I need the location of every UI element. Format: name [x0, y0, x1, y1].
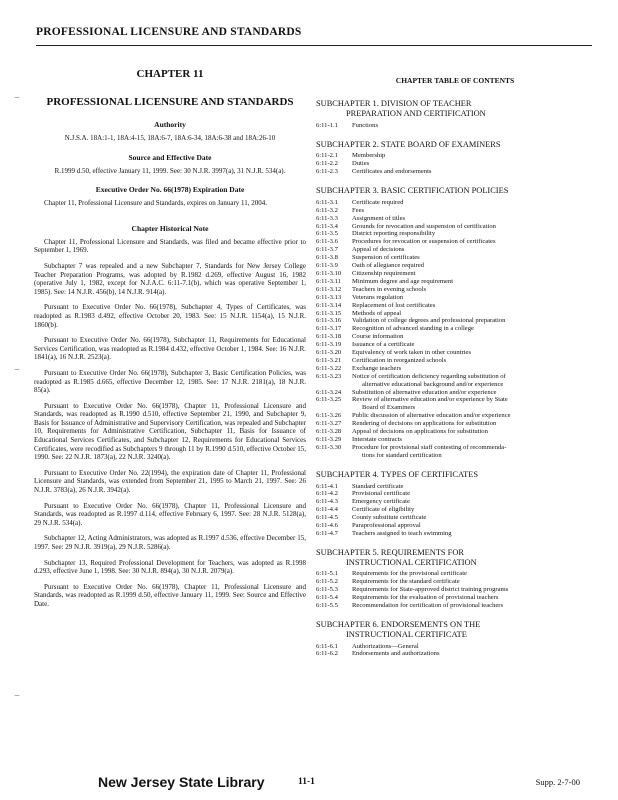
section-title: Recommendation for certification of provisional teachers	[352, 602, 504, 610]
section-entry	[316, 152, 594, 160]
supplement-date: Supp. 2-7-00	[535, 777, 580, 787]
section-entry	[316, 333, 594, 341]
section-title: Requirements for the evaluation of provisional teachers	[352, 594, 499, 602]
history-paragraph: Pursuant to Executive Order No. 66(1978), Chapter 11, Professional Licensure and Standards, was readopted as R.1990 d.510, effective September 21, 1990, and Subchapter 9, Basis for Issuance of Administrative and Supervisory Certification, was repealed and Subchapter 10, Requirements for Administrative Certification, Subchapter 11, Basis for Issuance of Educational Services Certificates, and Subchapter 12, Requirements for Educational Services Certificates, were recodified as Subchapters 9 through 11 by R.1990 d.510, effective October 15, 1990. See: 22 N.J.R. 1873(a), 22 N.J.R. 3240(a).	[34, 401, 306, 462]
subchapter-title-cont: INSTRUCTIONAL CERTIFICATION	[346, 557, 477, 567]
section-entry	[316, 215, 594, 223]
section-entry	[316, 238, 594, 246]
subchapter-heading	[316, 620, 594, 640]
section-title: Certificates and endorsements	[352, 168, 432, 176]
section-entry	[316, 270, 594, 278]
section-entry	[316, 254, 594, 262]
section-entry	[316, 436, 594, 444]
section-entry	[316, 389, 594, 397]
section-entry	[316, 373, 594, 389]
table-of-contents	[316, 99, 594, 658]
section-list	[316, 122, 594, 130]
section-entry	[316, 278, 594, 286]
section-list	[316, 199, 594, 460]
section-number: 6:11-3.22	[316, 364, 342, 372]
section-number: 6:11-2.3	[316, 168, 338, 176]
section-entry	[316, 294, 594, 302]
section-title: Methods of appeal	[352, 309, 402, 317]
section-entry	[316, 199, 594, 207]
section-title: Requirements for the standard certificate	[352, 578, 460, 586]
section-entry	[316, 207, 594, 215]
section-title: Paraprofessional approval	[352, 522, 421, 530]
section-entry	[316, 428, 594, 436]
section-title: Functions	[352, 121, 379, 129]
section-entry	[316, 420, 594, 428]
section-number: 6:11-3.3	[316, 214, 338, 222]
section-entry	[316, 160, 594, 168]
section-title: Issuance of a certificate	[352, 341, 415, 349]
section-title: Teachers in evening schools	[352, 285, 427, 293]
expiration-heading: Executive Order No. 66(1978) Expiration Date	[95, 185, 245, 195]
section-title: Standard certificate	[352, 482, 404, 490]
section-entry	[316, 530, 594, 538]
section-number: 6:11-4.6	[316, 522, 338, 530]
section-title: Emergency certificate	[352, 498, 410, 506]
section-entry	[316, 570, 594, 578]
section-number: 6:11-5.2	[316, 578, 338, 586]
section-number: 6:11-3.1	[316, 198, 338, 206]
chapter-label: CHAPTER 11	[136, 68, 204, 80]
section-title: Certificate of eligibility	[352, 506, 415, 514]
section-title: Procedures for revocation or suspension of certificates	[352, 238, 496, 246]
subchapter-title: SUBCHAPTER 1. DIVISION OF TEACHER	[316, 99, 472, 108]
section-entry	[316, 341, 594, 349]
section-title: Duties	[352, 160, 370, 168]
section-title: Validation of college degrees and professional preparation	[352, 317, 506, 325]
section-number: 6:11-3.29	[316, 436, 342, 443]
subchapter-title: SUBCHAPTER 6. ENDORSEMENTS ON THE	[316, 619, 481, 629]
section-entry	[316, 643, 594, 651]
authority-text: N.J.S.A. 18A:1-1, 18A:4-15, 18A:6-7, 18A:6-34, 18A:6-38 and 18A:26-10	[64, 134, 276, 142]
section-entry	[316, 522, 594, 530]
history-paragraph: Subchapter 7 was repealed and a new Subchapter 7, Standards for New Jersey College Teacher Preparation Programs, was adopted by R.1982 d.269, effective August 16, 1982 (operative July 1, 1982, except for N.J.A.C. 6:11-7.1(b), which was operative September 1, 1985). See: 14 N.J.R. 456(b), 14 N.J.R. 914(a).	[34, 261, 306, 296]
source-heading: Source and Effective Date	[128, 152, 212, 162]
section-entry	[316, 317, 594, 325]
section-number: 6:11-3.23	[316, 372, 342, 380]
section-number: 6:11-3.21	[316, 356, 342, 364]
section-title: Certification in reorganized schools	[352, 356, 447, 364]
section-number: 6:11-3.19	[316, 341, 342, 349]
section-title: Assignment of titles	[352, 214, 406, 222]
section-entry	[316, 325, 594, 333]
section-entry	[316, 230, 594, 238]
section-entry	[316, 444, 594, 460]
section-title: Citizenship requirement	[352, 269, 416, 277]
section-number: 6:11-3.7	[316, 246, 338, 254]
section-entry	[316, 357, 594, 365]
section-title: Notice of certification deficiency regarding substitution of alternative educational background and/or experience	[352, 372, 506, 388]
subchapter-title-cont: INSTRUCTIONAL CERTIFICATE	[346, 629, 467, 639]
section-entry	[316, 490, 594, 498]
left-column	[34, 62, 306, 616]
subchapter-title: SUBCHAPTER 5. REQUIREMENTS FOR	[316, 547, 464, 557]
section-entry	[316, 122, 594, 130]
section-entry	[316, 168, 594, 176]
section-entry	[316, 586, 594, 594]
history-paragraph: Pursuant to Executive Order No. 66(1978), Subchapter 4, Types of Certificates, was readopted as R.1983 d.492, effective October 20, 1983. See: 15 N.J.R. 1154(a), 15 N.J.R. 1860(b).	[34, 303, 306, 329]
section-number: 6:11-4.2	[316, 490, 338, 498]
section-number: 6:11-3.9	[316, 262, 338, 270]
history-paragraph: Subchapter 13, Required Professional Development for Teachers, was adopted as R.1998 d.293, effective June 1, 1998. See: 30 N.J.R. 894(a), 30 N.J.R. 2079(a).	[34, 558, 306, 576]
section-number: 6:11-3.20	[316, 349, 342, 357]
section-number: 6:11-3.10	[316, 269, 342, 277]
section-title: Exchange teachers	[352, 364, 402, 372]
history-paragraph: Pursuant to Executive Order No. 66(1978), Chapter 11, Professional Licensure and Standards, was readopted as R.1997 d.114, effective February 6, 1997. See: 28 N.J.R. 5128(a), 29 N.J.R. 534(a).	[34, 501, 306, 527]
section-title: District reporting responsibility	[352, 230, 436, 238]
section-number: 6:11-4.3	[316, 498, 338, 506]
section-entry	[316, 310, 594, 318]
subchapter-heading	[316, 186, 594, 196]
section-title: Interstate contracts	[352, 436, 402, 443]
history-paragraph: Chapter 11, Professional Licensure and Standards, was filed and became effective prior to September 1, 1969.	[34, 237, 306, 255]
section-entry	[316, 650, 594, 658]
section-number: 6:11-2.2	[316, 160, 338, 168]
section-number: 6:11-6.1	[316, 642, 338, 650]
section-title: Rendering of decisions on applications for substitution	[352, 420, 497, 428]
section-number: 6:11-3.30	[316, 443, 342, 451]
section-entry	[316, 246, 594, 254]
history-paragraph: Pursuant to Executive Order No. 66(1978), Subchapter 11, Requirements for Educational Services Certification, was readopted as R.1984 d.432, effective October 1, 1984. See: 16 N.J.R. 1841(a), 16 N.J.R. 2523(a).	[34, 336, 306, 362]
expiration-text: Chapter 11, Professional Licensure and Standards, expires on January 11, 2004.	[44, 199, 268, 208]
subchapter-heading	[316, 548, 594, 568]
section-number: 6:11-3.15	[316, 309, 342, 317]
subchapter-heading	[316, 140, 594, 150]
section-title: Requirements for State-approved district training programs	[352, 586, 509, 594]
subchapter-heading	[316, 470, 594, 480]
section-list	[316, 570, 594, 610]
section-number: 6:11-5.4	[316, 594, 338, 602]
right-column	[316, 62, 594, 668]
section-title: Teachers assigned to teach swimming	[352, 529, 452, 537]
history-heading: Chapter Historical Note	[131, 223, 209, 233]
history-notes	[34, 238, 306, 609]
section-list	[316, 152, 594, 176]
section-entry	[316, 594, 594, 602]
page-number: 11-1	[298, 777, 315, 787]
margin-mark: ⌣	[14, 690, 20, 700]
section-title: Appeal of decisions on applications for substitution	[352, 428, 488, 436]
section-number: 6:11-3.4	[316, 222, 338, 230]
source-text: R.1999 d.50, effective January 11, 1999. See: 30 N.J.R. 3997(a), 31 N.J.R. 534(a).	[54, 166, 286, 175]
section-number: 6:11-3.12	[316, 285, 342, 293]
section-entry	[316, 302, 594, 310]
subchapter-heading	[316, 99, 594, 119]
section-list	[316, 643, 594, 659]
margin-mark: ⌣	[14, 92, 20, 102]
section-title: Procedure for provisional staff contesting of recommenda- tions for standard certification	[352, 443, 507, 459]
chapter-title: PROFESSIONAL LICENSURE AND STANDARDS	[46, 96, 294, 108]
history-paragraph: Pursuant to Executive Order No. 66(1978), Subchapter 3, Basic Certification Policies, was readopted as R.1985 d.665, effective December 12, 1985. See: 17 N.J.R. 2181(a), 18 N.J.R. 85(a).	[34, 368, 306, 395]
section-entry	[316, 262, 594, 270]
section-number: 6:11-5.1	[316, 570, 338, 578]
section-title: Requirements for the provisional certificate	[352, 570, 467, 578]
margin-mark: ⌣	[14, 364, 20, 374]
running-head: PROFESSIONAL LICENSURE AND STANDARDS	[36, 26, 302, 38]
section-title: Substitution of alternative education and/or experience	[352, 388, 497, 396]
section-number: 6:11-3.16	[316, 317, 342, 325]
section-entry	[316, 483, 594, 491]
section-title: Oath of allegiance required	[352, 262, 424, 270]
subchapter-title-cont: PREPARATION AND CERTIFICATION	[346, 108, 486, 118]
toc-heading: CHAPTER TABLE OF CONTENTS	[395, 76, 515, 85]
subchapter-title: SUBCHAPTER 2. STATE BOARD OF EXAMINERS	[316, 139, 501, 149]
section-number: 6:11-3.6	[316, 238, 338, 246]
section-number: 6:11-4.7	[316, 529, 338, 537]
section-number: 6:11-5.5	[316, 602, 338, 610]
section-number: 6:11-3.2	[316, 206, 338, 214]
section-number: 6:11-3.28	[316, 428, 342, 436]
section-title: Public discussion of alternative education and/or experience	[352, 412, 511, 420]
section-number: 6:11-3.18	[316, 333, 342, 341]
header-rule	[36, 45, 592, 46]
section-number: 6:11-3.11	[316, 277, 341, 285]
section-number: 6:11-4.5	[316, 514, 338, 522]
page-footer	[0, 774, 618, 792]
section-title: Authorizations—General	[352, 642, 419, 650]
authority-heading: Authority	[154, 120, 186, 129]
section-entry	[316, 506, 594, 514]
section-title: Certificate required	[352, 198, 404, 206]
section-title: Equivalency of work taken in other countries	[352, 349, 472, 357]
section-number: 6:11-3.8	[316, 254, 338, 262]
section-entry	[316, 349, 594, 357]
section-list	[316, 483, 594, 538]
section-title: Minimum degree and age requirement	[352, 277, 454, 285]
section-title: Appeal of decisions	[352, 246, 405, 254]
section-number: 6:11-3.5	[316, 230, 338, 238]
section-number: 6:11-3.24	[316, 388, 342, 396]
section-entry	[316, 412, 594, 420]
section-entry	[316, 578, 594, 586]
section-title: Review of alternative education and/or experience by State Board of Examiners	[352, 396, 508, 412]
section-title: County substitute certificate	[352, 514, 427, 522]
section-title: Replacement of lost certificates	[352, 301, 436, 309]
subchapter-title: SUBCHAPTER 3. BASIC CERTIFICATION POLICIES	[316, 186, 509, 196]
section-title: Course information	[352, 333, 404, 341]
section-title: Provisional certificate	[352, 490, 411, 498]
library-stamp: New Jersey State Library	[98, 774, 265, 790]
section-number: 6:11-4.1	[316, 482, 338, 490]
section-title: Grounds for revocation and suspension of certification	[352, 222, 496, 230]
section-entry	[316, 498, 594, 506]
section-title: Membership	[352, 152, 386, 160]
section-number: 6:11-3.13	[316, 293, 342, 301]
section-number: 6:11-3.27	[316, 420, 342, 428]
subchapter-title: SUBCHAPTER 4. TYPES OF CERTIFICATES	[316, 469, 478, 479]
history-paragraph: Pursuant to Executive Order No. 66(1978), Chapter 11, Professional Licensure and Standards, was readopted as R.1999 d.50, effective January 11, 1999. See: Source and Effective Date.	[34, 582, 306, 608]
section-entry	[316, 602, 594, 610]
section-number: 6:11-3.17	[316, 325, 342, 333]
section-number: 6:11-3.25	[316, 396, 342, 404]
section-number: 6:11-5.3	[316, 586, 338, 594]
section-title: Veterans regulation	[352, 293, 404, 301]
section-title: Recognition of advanced standing in a college	[352, 325, 474, 333]
section-number: 6:11-3.14	[316, 301, 342, 309]
history-paragraph: Pursuant to Executive Order No. 22(1994), the expiration date of Chapter 11, Professional Licensure and Standards, was extended from September 21, 1995 to March 21, 1997. See: 26 N.J.R. 3783(a), 26 N.J.R. 3942(a).	[34, 468, 306, 495]
section-title: Fees	[352, 206, 365, 214]
section-number: 6:11-1.1	[316, 121, 338, 129]
section-number: 6:11-6.2	[316, 650, 338, 658]
section-title: Suspension of certificates	[352, 254, 420, 262]
section-entry	[316, 396, 594, 412]
section-number: 6:11-2.1	[316, 152, 338, 160]
section-number: 6:11-3.26	[316, 412, 342, 420]
section-entry	[316, 286, 594, 294]
section-title: Endorsements and authorizations	[352, 650, 440, 658]
history-paragraph: Subchapter 12, Acting Administrators, was adopted as R.1997 d.536, effective December 15, 1997. See: 29 N.J.R. 3919(a), 29 N.J.R. 5286(a).	[34, 534, 306, 551]
section-entry	[316, 514, 594, 522]
section-entry	[316, 365, 594, 373]
section-number: 6:11-4.4	[316, 506, 338, 514]
section-entry	[316, 223, 594, 231]
